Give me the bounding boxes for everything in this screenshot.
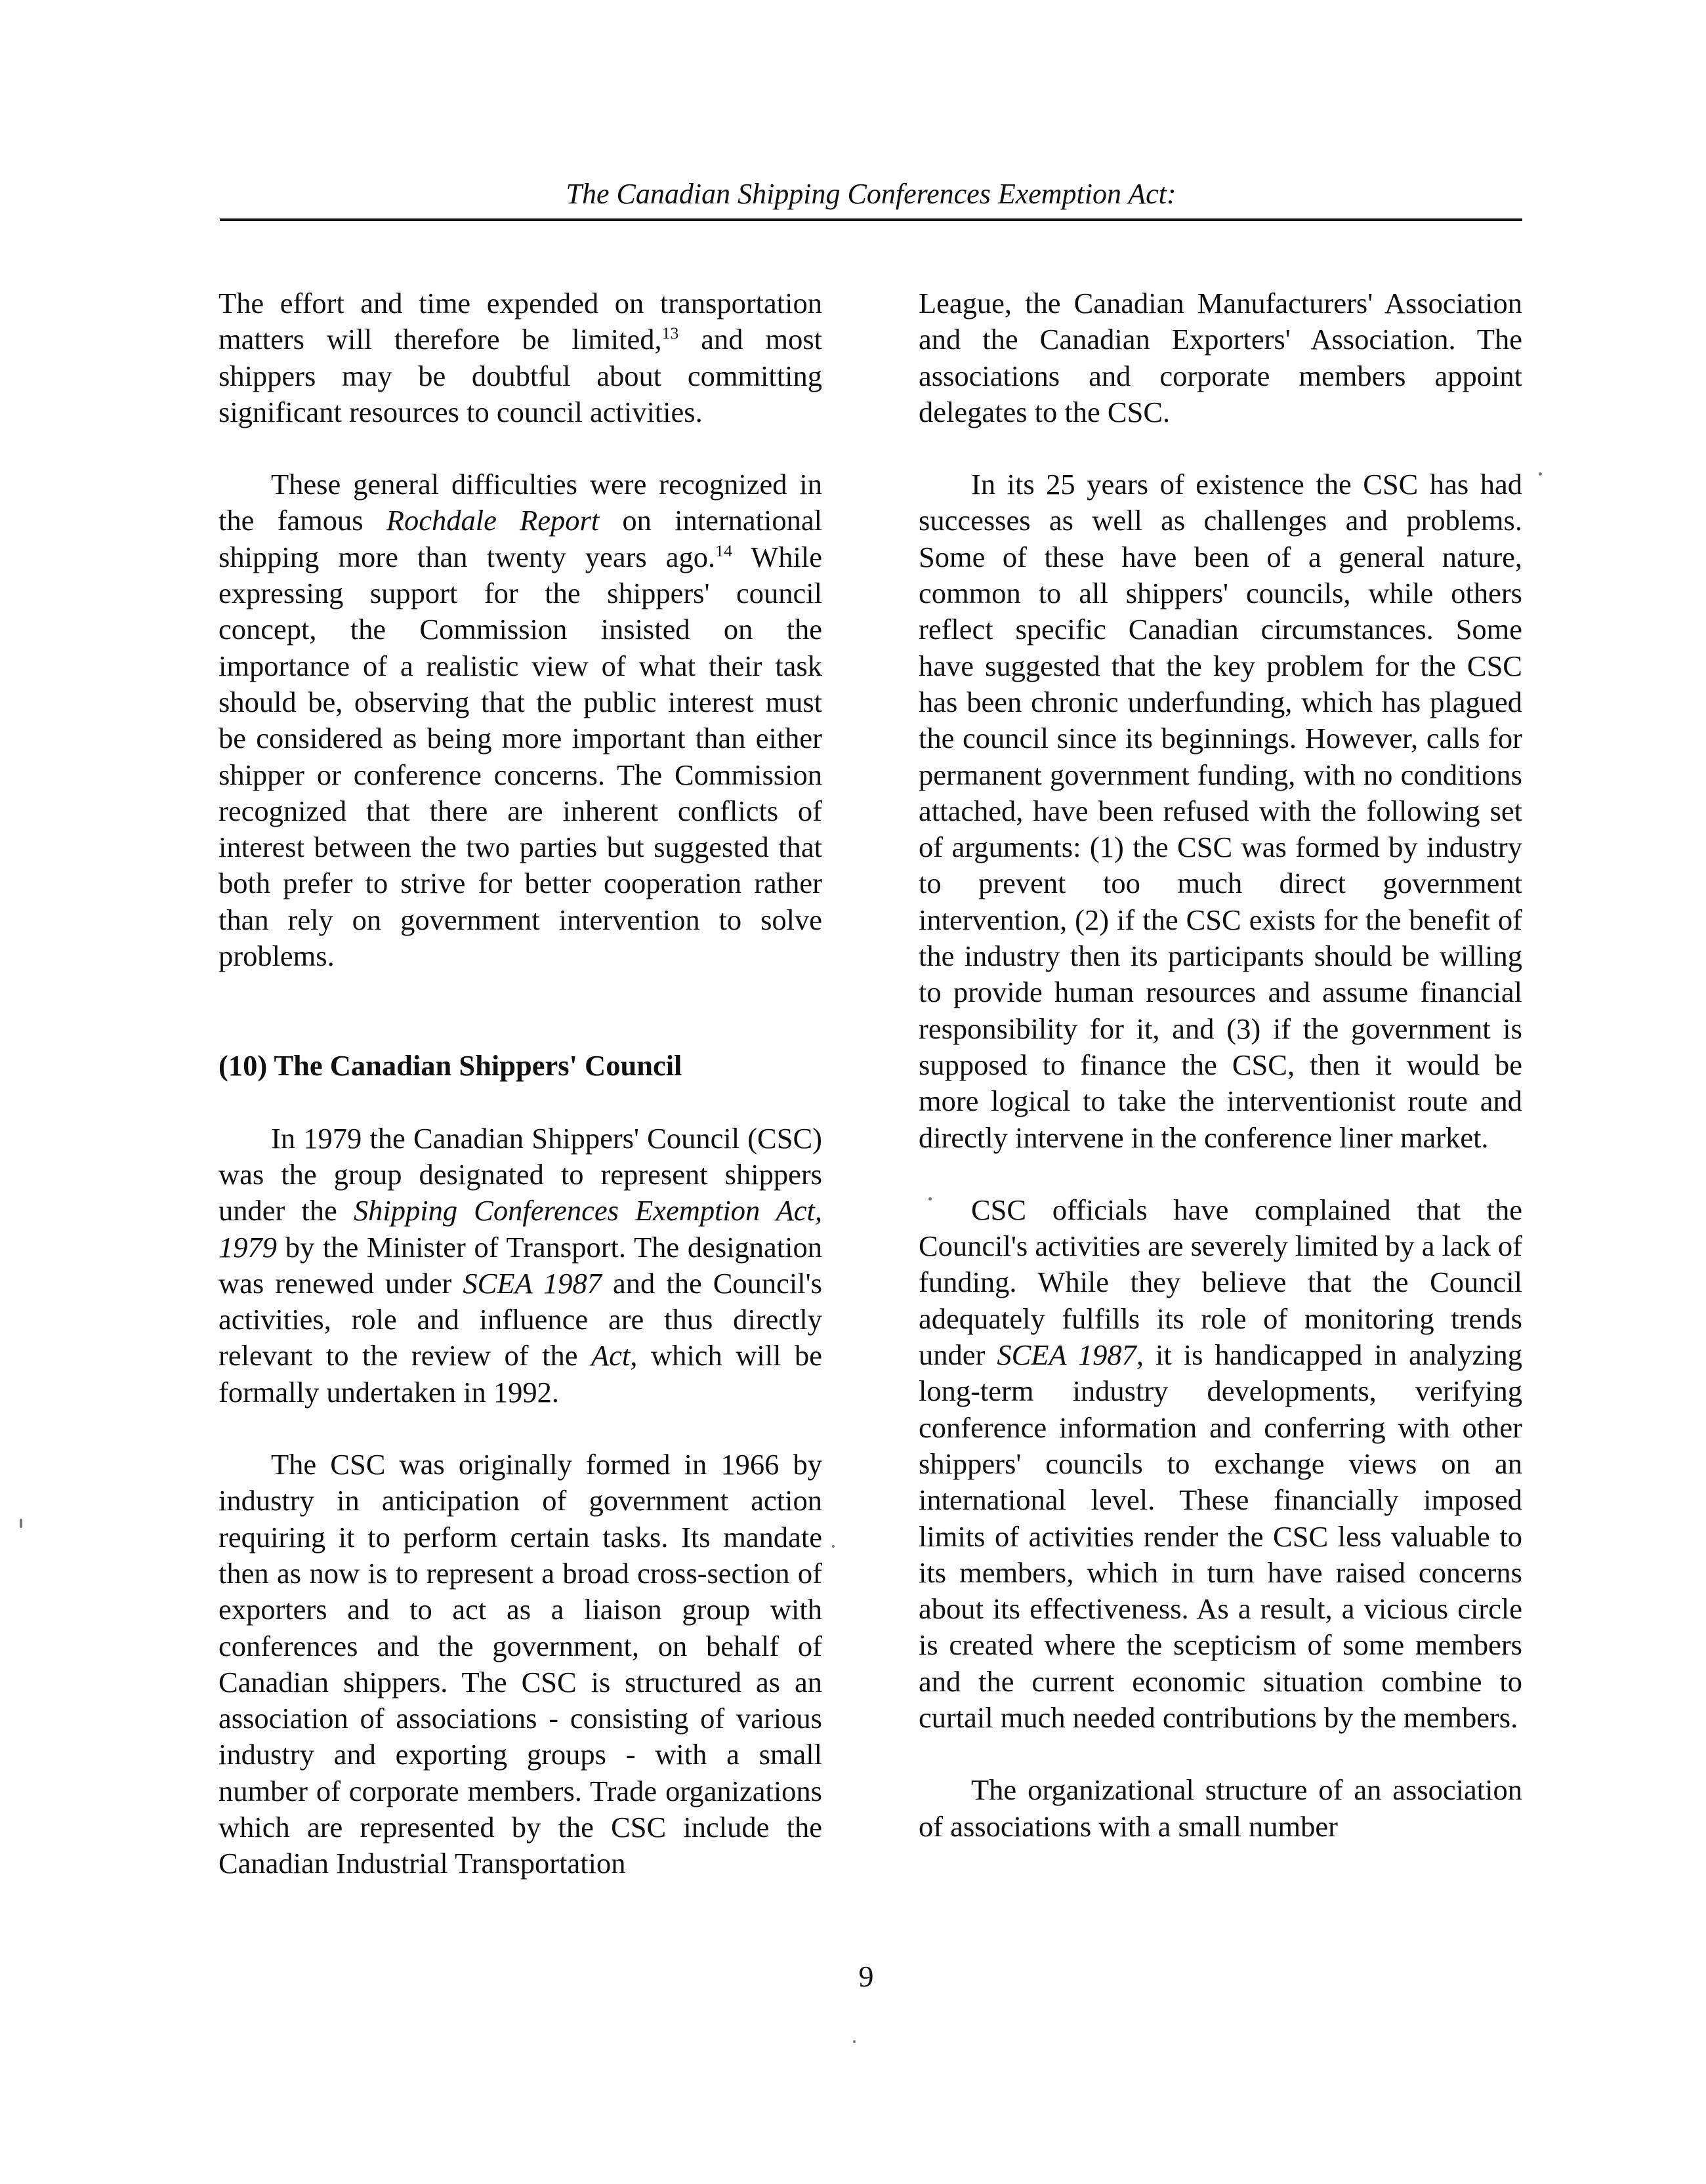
paragraph: CSC officials have complained that the Council's activities are severely limited by a lack of funding. While they believe that the Council adequately fulfills its role of monitoring trends under SCEA 1987, it is handicapped in analyzing long-term industry developments, verifying conference information and conferring with other shippers' councils to exchange views on an international level. These financially imposed limits of activities render the CSC less valuable to its members, which in turn have raised concerns about its effectiveness. As a result, a vicious circle is created where the scepticism of some members and the current economic situation combine to curtail much needed contributions by the members. bbox=[919, 1193, 1523, 1734]
act-ref: Act bbox=[591, 1339, 631, 1372]
act-title: Shipping Conferences Exemption Act, 1979 bbox=[218, 1194, 822, 1264]
scan-speck bbox=[1539, 472, 1542, 476]
paragraph: The effort and time expended on transportation matters will therefore be limited,$^{13}$ and most shippers may be doubtful about committing significant resources to council activities. bbox=[218, 287, 822, 428]
footnote-ref: 14 bbox=[715, 541, 732, 560]
right-column bbox=[919, 285, 1522, 1845]
footnote-ref: 13 bbox=[661, 323, 679, 343]
paragraph: In its 25 years of existence the CSC has had successes as well as challenges and problems. Some of these have been of a general nature, common to all shippers' councils, while others reflect specific Canadian circumstances. Some have suggested that the key problem for the CSC has been chronic underfunding, which has plagued the council since its beginnings. However, calls for permanent government funding, with no conditions attached, have been refused with the following set of arguments: (1) the CSC was formed by industry to prevent too much direct government intervention, (2) if the CSC exists for the benefit of the industry then its participants should be willing to provide human resources and assume financial responsibility for it, and (3) if the government is supposed to finance the CSC, then it would be more logical to take the interventionist route and directly intervene in the conference liner market. bbox=[919, 468, 1522, 1154]
scan-speck bbox=[832, 1545, 835, 1548]
section-heading: (10) The Canadian Shippers' Council bbox=[218, 1049, 682, 1082]
paragraph: These general difficulties were recognized in the famous Rochdale Report on international shipping more than twenty years ago.$^{14}$ While expressing support for the shippers' council concept, the Commission insisted on the importance of a realistic view of what their task should be, observing that the public interest must be considered as being more important than either shipper or conference concerns. The Commission recognized that there are inherent conflicts of interest between the two parties but suggested that both prefer to strive for better cooperation rather than rely on government intervention to solve problems. bbox=[218, 468, 823, 973]
act-abbrev: SCEA 1987 bbox=[463, 1266, 602, 1300]
left-column bbox=[218, 285, 822, 1882]
scan-speck bbox=[853, 2040, 856, 2043]
header-rule bbox=[220, 218, 1522, 221]
report-title: Rochdale Report bbox=[386, 504, 600, 537]
act-abbrev: SCEA 1987 bbox=[997, 1338, 1136, 1372]
scan-speck bbox=[928, 1197, 932, 1201]
paragraph: The CSC was originally formed in 1966 by industry in anticipation of government action requiring it to perform certain tasks. Its mandate then as now is to represent a broad cross-section of exporters and to act as a liaison group with conferences and the government, on behalf of Canadian shippers. The CSC is structured as an association of associations - consisting of various industry and exporting groups - with a small number of corporate members. Trade organizations which are represented by the CSC include the Canadian Industrial Transportation bbox=[218, 1448, 822, 1880]
running-head: The Canadian Shipping Conferences Exemption Act: bbox=[566, 178, 1176, 210]
paragraph: The organizational structure of an association of associations with a small number bbox=[919, 1773, 1522, 1843]
paragraph: In 1979 the Canadian Shippers' Council (CSC) was the group designated to represent shippers under the Shipping Conferences Exemption Act, 1979 by the Minister of Transport. The designation was renewed under SCEA 1987 and the Council's activities, role and influence are thus directly relevant to the review of the Act, which will be formally undertaken in 1992. bbox=[218, 1121, 822, 1409]
paragraph: League, the Canadian Manufacturers' Association and the Canadian Exporters' Association. The associations and corporate members appoint delegates to the CSC. bbox=[919, 287, 1522, 428]
scan-speck bbox=[20, 1519, 22, 1528]
page-number: 9 bbox=[858, 1960, 874, 1993]
